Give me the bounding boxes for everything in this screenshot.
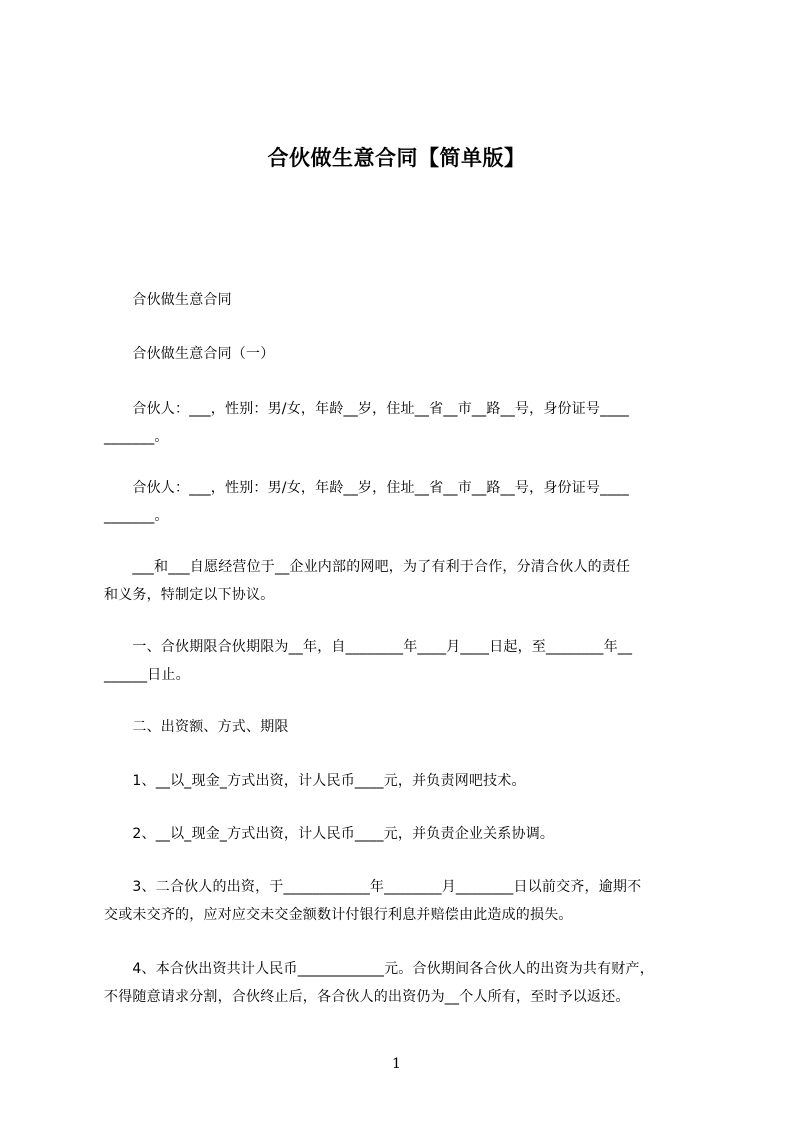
- paragraph-capital-item-2: [104, 820, 704, 848]
- page-number: 1: [392, 1056, 401, 1072]
- paragraph-line: 合伙做生意合同（一）: [104, 346, 275, 362]
- paragraph-line: 合伙人：___，性别：男/女，年龄__岁，住址__省__市__路__号，身份证号____: [104, 480, 629, 496]
- paragraph-line: 2、__以_现金_方式出资，计人民币____元，并负责企业关系协调。: [104, 826, 555, 842]
- paragraph-line: 不得随意请求分割，合伙终止后，各合伙人的出资仍为__个人所有，至时予以返还。: [104, 989, 630, 1005]
- paragraph-line: _______。: [104, 429, 169, 445]
- paragraph-line: 二、出资额、方式、期限: [104, 719, 289, 735]
- paragraph-partner-1: [104, 395, 704, 451]
- paragraph-line: 1、__以_现金_方式出资，计人民币____元，并负责网吧技术。: [104, 773, 526, 789]
- paragraph-line: 合伙做生意合同: [104, 292, 232, 308]
- paragraph-line: ___和___自愿经营位于__企业内部的网吧，为了有利于合作，分清合伙人的责任: [104, 559, 631, 575]
- paragraph-line: 和义务，特制定以下协议。: [104, 587, 275, 603]
- paragraph-capital-item-1: [104, 767, 704, 795]
- paragraph-capital-item-4: [104, 955, 704, 1011]
- paragraph-contract-subheading: [104, 340, 704, 368]
- paragraph-contract-heading: [104, 286, 704, 314]
- paragraph-line: 3、二合伙人的出资，于____________年________月________日以前交齐，逾期不: [104, 879, 642, 895]
- paragraph-line: ______日止。: [104, 667, 190, 683]
- paragraph-line: 交或未交齐的，应对应交未交金额数计付银行利息并赔偿由此造成的损失。: [104, 907, 573, 923]
- paragraph-capital-item-3: [104, 873, 704, 929]
- paragraph-partner-2: [104, 474, 704, 530]
- paragraph-agreement-intro: [104, 553, 704, 609]
- paragraph-line: _______。: [104, 508, 169, 524]
- paragraph-term: [104, 633, 704, 689]
- paragraph-capital-heading: [104, 713, 704, 741]
- paragraph-line: 合伙人：___，性别：男/女，年龄__岁，住址__省__市__路__号，身份证号____: [104, 401, 629, 417]
- document-title: 合伙做生意合同【简单版】: [267, 146, 526, 170]
- paragraph-line: 4、本合伙出资共计人民币____________元。合伙期间各合伙人的出资为共有财产，: [104, 961, 654, 977]
- paragraph-line: 一、合伙期限合伙期限为__年，自________年____月____日起，至________年__: [104, 639, 633, 655]
